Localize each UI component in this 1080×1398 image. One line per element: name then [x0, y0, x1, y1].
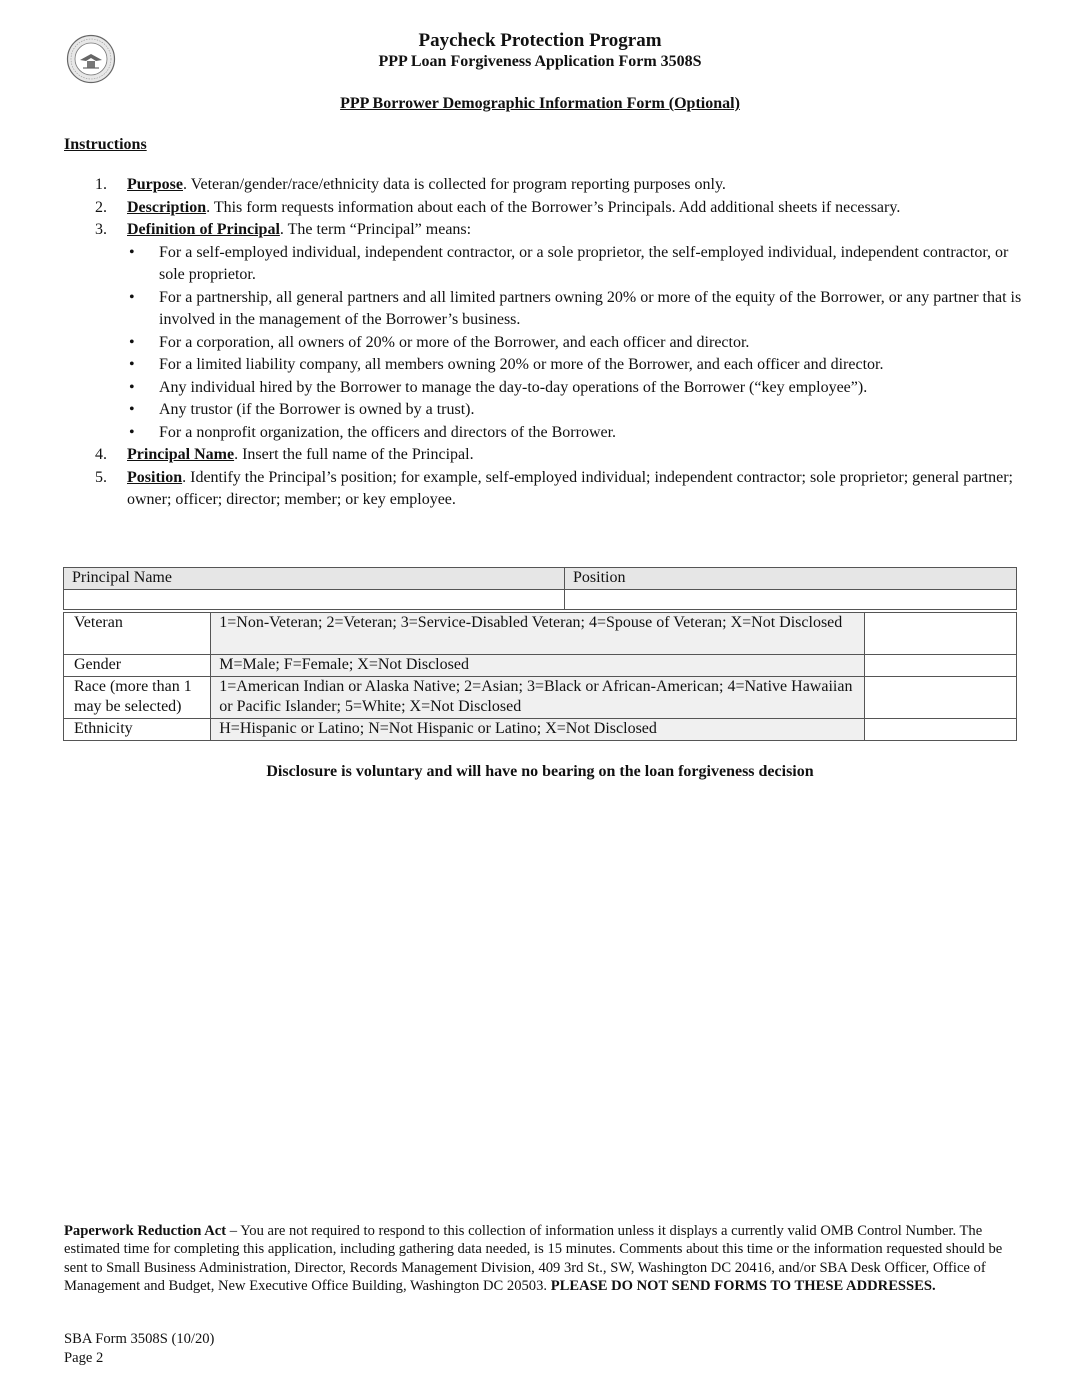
form-id: SBA Form 3508S (10/20): [64, 1331, 215, 1347]
gender-label: Gender: [64, 655, 211, 677]
paperwork-title: Paperwork Reduction Act: [64, 1223, 227, 1239]
table-row: [64, 655, 1017, 677]
paperwork-reduction-notice: [64, 1222, 1016, 1295]
list-item: • For a nonprofit organization, the officers and directors of the Borrower.: [127, 422, 1024, 445]
principal-name-field[interactable]: [64, 590, 565, 610]
bullet-icon: •: [129, 378, 135, 396]
item-number: 5.: [95, 468, 107, 486]
instructions-list: [64, 174, 1024, 512]
list-item: • Any trustor (if the Borrower is owned by a trust).: [127, 399, 1024, 422]
list-item: • For a partnership, all general partners and all limited partners owning 20% or more of the equity of the Borrower, or any partner that is involved in the management of the Borrower’s business.: [129, 288, 1022, 328]
demographics-table: [63, 612, 1017, 741]
gender-options: M=Male; F=Female; X=Not Disclosed: [211, 655, 864, 677]
ethnicity-label: Ethnicity: [64, 719, 211, 741]
veteran-options: 1=Non-Veteran; 2=Veteran; 3=Service-Disabled Veteran; 4=Spouse of Veteran; X=Not Disclosed: [211, 613, 864, 655]
table-row: [64, 719, 1017, 741]
item-text: . This form requests information about each of the Borrower’s Principals. Add additional sheets if necessary.: [206, 198, 901, 216]
list-item: • Any individual hired by the Borrower to manage the day-to-day operations of the Borrower (“key employee”).: [127, 377, 1024, 400]
ethnicity-options: H=Hispanic or Latino; N=Not Hispanic or Latino; X=Not Disclosed: [211, 719, 864, 741]
item-text: . The term “Principal” means:: [279, 221, 472, 238]
veteran-answer-field[interactable]: [864, 613, 1016, 655]
bullet-icon: •: [129, 288, 135, 306]
table-row: [64, 677, 1017, 719]
position-header: Position: [565, 568, 1017, 590]
list-item: • For a corporation, all owners of 20% or more of the Borrower, and each officer and director.: [127, 332, 1024, 355]
item-term: Description: [127, 198, 207, 216]
item-number: 2.: [95, 198, 107, 216]
table-row: [64, 613, 1017, 655]
race-options: 1=American Indian or Alaska Native; 2=Asian; 3=Black or African-American; 4=Native Hawaiian or Pacific Islander; 5=White; X=Not Disclosed: [211, 677, 864, 719]
section-title: PPP Borrower Demographic Information Form (Optional): [340, 95, 740, 112]
program-title: Paycheck Protection Program: [418, 30, 662, 51]
item-term: Principal Name: [127, 446, 235, 463]
instruction-item: [64, 444, 1024, 467]
page-number: Page 2: [64, 1349, 104, 1366]
bullet-icon: •: [129, 356, 135, 373]
race-label: Race (more than 1 may be selected): [64, 677, 211, 719]
veteran-label: Veteran: [64, 613, 211, 655]
instructions-heading: Instructions: [64, 136, 147, 153]
item-term: Definition of Principal: [127, 221, 280, 238]
principal-table: [63, 567, 1017, 610]
disclosure-notice: Disclosure is voluntary and will have no bearing on the loan forgiveness decision: [266, 763, 814, 780]
item-text: . Veteran/gender/race/ethnicity data is collected for program reporting purposes only.: [183, 176, 726, 193]
ethnicity-answer-field[interactable]: [864, 719, 1016, 741]
item-term: Position: [127, 468, 183, 486]
list-item: • For a limited liability company, all members owning 20% or more of the Borrower, and each officer and director.: [127, 354, 1024, 377]
item-text: . Insert the full name of the Principal.: [234, 446, 474, 463]
bullet-icon: •: [129, 401, 135, 418]
bullet-icon: •: [129, 243, 135, 261]
item-number: 1.: [95, 176, 107, 193]
bullet-icon: •: [129, 423, 135, 441]
table-row: [64, 590, 1017, 610]
paperwork-warning: PLEASE DO NOT SEND FORMS TO THESE ADDRESSES.: [550, 1277, 936, 1294]
item-text: . Identify the Principal’s position; for example, self-employed individual; independent contractor; sole proprietor; general partner; owner; officer; director; member; or key employee.: [127, 468, 1013, 508]
item-term: Purpose: [127, 176, 183, 193]
list-item: • For a self-employed individual, independent contractor, or a sole proprietor, the self-employed individual, independent contractor, or sole proprietor.: [129, 243, 1009, 283]
race-answer-field[interactable]: [864, 677, 1016, 719]
item-number: 3.: [95, 221, 107, 238]
table-header-row: [64, 568, 1017, 590]
bullet-icon: •: [129, 333, 135, 351]
instruction-item: [64, 197, 1024, 220]
instruction-item: [64, 467, 1024, 512]
principal-name-header: Principal Name: [64, 568, 565, 590]
form-title: PPP Loan Forgiveness Application Form 3508S: [378, 53, 702, 70]
gender-answer-field[interactable]: [864, 655, 1016, 677]
item-number: 4.: [95, 446, 107, 463]
principal-definition-list: [127, 242, 1024, 445]
paperwork-body: – You are not required to respond to this collection of information unless it displays a currently valid OMB Control Number. The estimated time for completing this application, including gathering data needed, is 15 minutes. Comments about this time or the information requested should be sent to Small Business Administration, Director, Records Management Division, 409 3rd St., SW, Washington DC 20416, and/or SBA Desk Officer, Office of Management and Budget, New Executive Office Building, Washington DC 20503.: [64, 1223, 1003, 1294]
instruction-item: [64, 219, 1024, 444]
page-footer: [64, 1330, 214, 1367]
instruction-item: [64, 174, 1024, 197]
position-field[interactable]: [565, 590, 1017, 610]
